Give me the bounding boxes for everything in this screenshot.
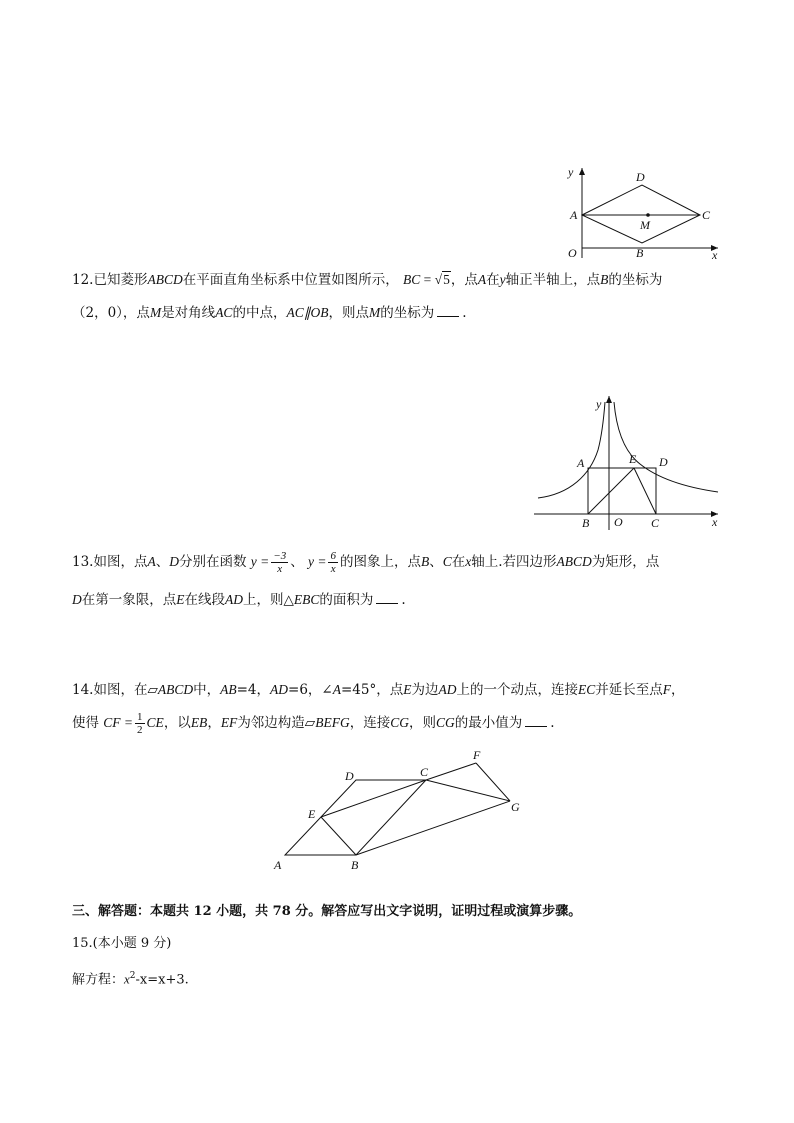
q12-point-m: M xyxy=(640,218,650,232)
q13-answer-blank xyxy=(376,589,398,604)
q14-point-a: A xyxy=(274,858,282,872)
q12-y-label: y xyxy=(568,165,574,179)
q13-point-b: B xyxy=(582,516,590,530)
q12-line-1: 12.已知菱形ABCD在平面直角坐标系中位置如图所示， BC = √5，点A在y轴正半轴上，点B的坐标为 xyxy=(72,272,663,288)
q13-line-1: 13.如图，点A、D分别在函数 y = $\frac{-3}{x}$ 、 y = $\frac{6}{x}$ 的图象上，点B、C在x轴上.若四边形ABCD为矩形，点 xyxy=(72,550,660,576)
q13-line-2: D在第一象限，点E在线段AD上，则△EBC的面积为 . xyxy=(72,589,406,610)
q14-point-e: E xyxy=(308,807,316,821)
q12-figure xyxy=(560,160,730,265)
q14-cf-formula: CF = $\frac{1}{2}$ CE xyxy=(103,711,164,737)
q12-origin-label: O xyxy=(568,246,577,260)
q14-line-2: 使得 CF = $\frac{1}{2}$ CE，以EB，EF为邻边构造▱BEFG，连接CG，则CG的最小值为 . xyxy=(72,711,555,737)
q13-function-2: y = $\frac{6}{x}$ xyxy=(308,550,336,576)
q15-prompt: 解方程：$x^2-x=x+3$. xyxy=(72,971,189,988)
q15-title: 15.(本小题 9 分) xyxy=(72,936,172,951)
q14-answer-blank xyxy=(525,712,547,727)
section-3-heading: 三、解答题：本题共 12 小题，共 78 分。解答应写出文字说明，证明过程或演算步骤。 xyxy=(72,904,582,919)
q12-line-2: （2，0），点M是对角线AC的中点，AC∥OB，则点M的坐标为 . xyxy=(72,302,467,323)
q12-bc-formula: BC = √5 xyxy=(403,272,450,287)
q14-line-1: 14.如图，在▱ABCD中，AB=4，AD=6，∠A=45°，点E为边AD上的一个动点，连接EC并延长至点F， xyxy=(72,682,685,698)
q12-point-c: C xyxy=(702,208,711,222)
q13-point-d: D xyxy=(659,455,668,469)
q13-origin-label: O xyxy=(614,515,623,529)
q13-figure xyxy=(530,390,730,535)
q13-point-a: A xyxy=(577,456,585,470)
q12-x-label: x xyxy=(712,248,718,262)
q13-point-e: E xyxy=(629,452,637,466)
q13-point-c: C xyxy=(651,516,660,530)
q14-point-g: G xyxy=(511,800,520,814)
q14-point-d: D xyxy=(345,769,354,783)
q14-point-c: C xyxy=(420,765,429,779)
q14-figure xyxy=(270,745,540,875)
q13-y-label: y xyxy=(596,397,602,411)
q12-point-a: A xyxy=(570,208,578,222)
q13-function-1: y = $\frac{-3}{x}$ xyxy=(250,550,287,576)
q14-point-f: F xyxy=(473,748,481,762)
q13-x-label: x xyxy=(712,515,718,529)
q12-point-d: D xyxy=(636,170,645,184)
q14-point-b: B xyxy=(351,858,359,872)
q12-answer-blank xyxy=(437,302,459,317)
q12-point-b: B xyxy=(636,246,644,260)
